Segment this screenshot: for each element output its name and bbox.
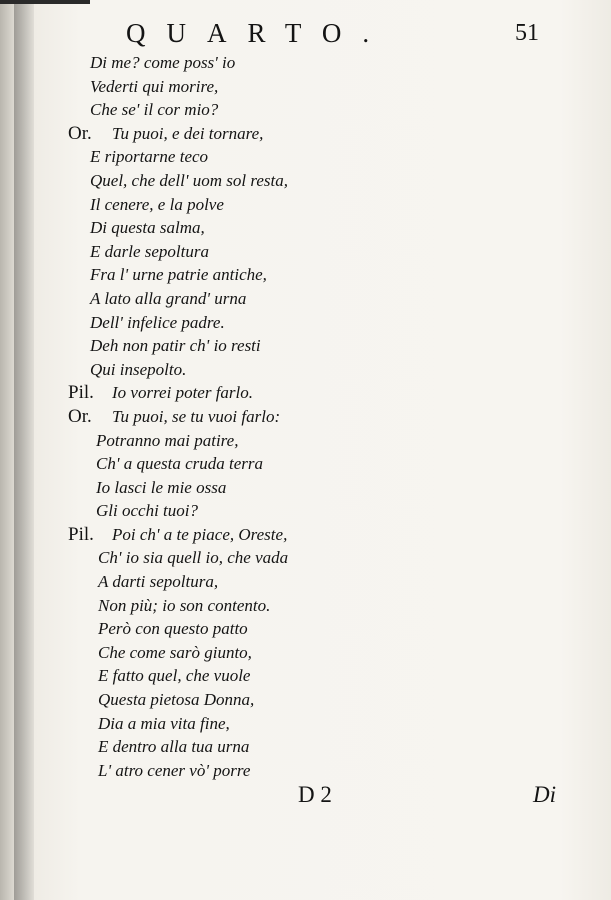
verse-text: Fra l' urne patrie antiche, (90, 265, 267, 285)
signature-mark: D 2 (298, 782, 332, 807)
verse-line (0, 240, 611, 264)
verse-line (0, 122, 611, 146)
verse-text: Tu puoi, e dei tornare, (112, 123, 264, 143)
verse-line (0, 169, 611, 193)
verse-line (0, 98, 611, 122)
verse-line (0, 263, 611, 287)
verse-text: Dell' infelice padre. (90, 312, 225, 332)
verse-text: Potranno mai patire, (96, 430, 239, 450)
verse-text: Io vorrei poter farlo. (112, 383, 254, 403)
verse-line (0, 405, 611, 429)
running-header: QUARTO. (126, 18, 391, 48)
speaker-label: Pil. (68, 523, 94, 545)
verse-text: A darti sepoltura, (98, 572, 219, 592)
verse-text: Dia a mia vita fine, (98, 713, 230, 733)
verse-line (0, 311, 611, 335)
verse-line (0, 641, 611, 665)
verse-text: Non più; io son contento. (98, 595, 271, 615)
verse-text: Il cenere, e la polve (90, 194, 224, 214)
verse-text: E riportarne teco (90, 147, 209, 167)
verse-text: Questa pietosa Donna, (98, 690, 255, 710)
verse-text: L' atro cener vò' porre (98, 760, 251, 780)
verse-text: Io lasci le mie ossa (96, 477, 227, 497)
verse-line (0, 499, 611, 523)
verse-line (0, 145, 611, 169)
verse-line (0, 193, 611, 217)
verse-line (0, 617, 611, 641)
verse-line (0, 287, 611, 311)
verse-line (0, 735, 611, 759)
verse-text: Che come sarò giunto, (98, 642, 252, 662)
verse-line (0, 712, 611, 736)
verse-line (0, 216, 611, 240)
verse-text: Ch' a questa cruda terra (96, 454, 264, 474)
verse-text: Di me? come poss' io (90, 53, 236, 72)
verse-line (0, 358, 611, 382)
verse-text: E darle sepoltura (90, 241, 209, 261)
speaker-label: Pil. (68, 382, 94, 404)
verse-text: Qui insepolto. (90, 359, 187, 379)
catchword: Di (533, 782, 556, 807)
verse-text: Di questa salma, (90, 218, 205, 238)
verse-line (0, 523, 611, 547)
verse-block (0, 51, 611, 782)
verse-line (0, 570, 611, 594)
verse-text: Però con questo patto (98, 619, 248, 639)
verse-line (0, 476, 611, 500)
verse-text: A lato alla grand' urna (90, 288, 247, 308)
verse-text: Tu puoi, se tu vuoi farlo: (112, 406, 281, 426)
verse-line (0, 452, 611, 476)
verse-text: E dentro alla tua urna (98, 737, 250, 757)
verse-text: Deh non patir ch' io resti (90, 336, 261, 356)
speaker-label: Or. (68, 122, 92, 144)
verse-text: Poi ch' a te piace, Oreste, (112, 524, 288, 544)
verse-text: Gli occhi tuoi? (96, 501, 198, 521)
verse-text: Quel, che dell' uom sol resta, (90, 170, 288, 190)
verse-line (0, 759, 611, 783)
verse-line (0, 429, 611, 453)
verse-line (0, 75, 611, 99)
verse-text: E fatto quel, che vuole (98, 666, 251, 686)
verse-line (0, 546, 611, 570)
verse-line (0, 594, 611, 618)
verse-text: Ch' io sia quell io, che vada (98, 548, 289, 568)
verse-text: Vederti qui morire, (90, 76, 219, 96)
verse-text: Che se' il cor mio? (90, 100, 219, 120)
top-edge-shadow (0, 0, 90, 4)
verse-line (0, 51, 611, 75)
verse-line (0, 334, 611, 358)
page-number: 51 (515, 20, 539, 46)
verse-line (0, 381, 611, 405)
verse-line (0, 664, 611, 688)
speaker-label: Or. (68, 405, 92, 427)
verse-line (0, 688, 611, 712)
